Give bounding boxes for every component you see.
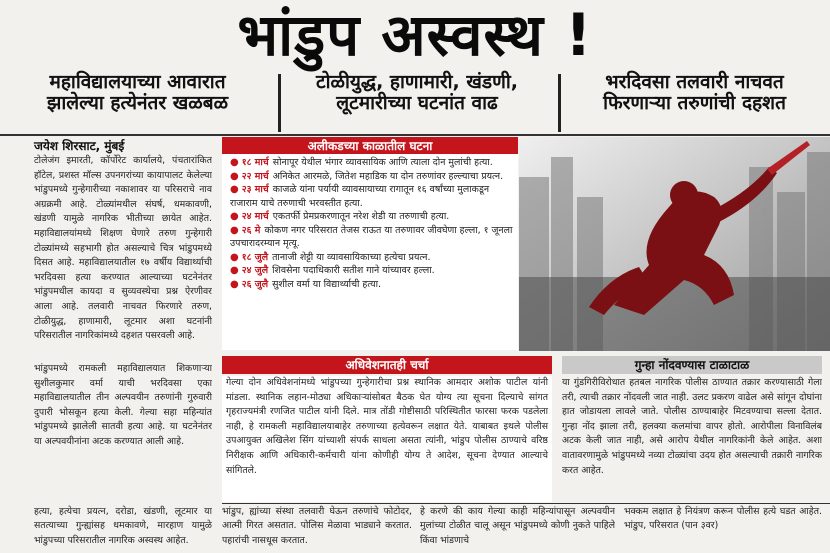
page-headline: भांडुप अस्वस्थ ! bbox=[237, 1, 593, 69]
bullet-icon: ● bbox=[230, 278, 239, 290]
timeline-date: २४ मार्च bbox=[241, 211, 269, 222]
illustration-attack bbox=[519, 137, 830, 351]
byline: जयेश शिरसाट, मुंबई bbox=[34, 139, 125, 153]
footer-col-3: हे करणे की काय गेल्या काही महिन्यांपासून अल्पवयीन मुलांच्या टोळीत चालू असून भांडुपमध्ये कोणी नुकते पाहिले किंवा भांडणाचे bbox=[420, 506, 615, 546]
timeline-item bbox=[222, 278, 518, 292]
subhead-right: भरदिवसा तलवारी नाचवत फिरणाऱ्या तरुणांची दहशत bbox=[603, 71, 786, 114]
footer-rule bbox=[222, 503, 830, 504]
subhead-center: टोळीयुद्ध, हाणामारी, खंडणी, लूटमारीच्या घटनांत वाढ bbox=[316, 71, 518, 114]
footer-col-4: भक्कम लक्षात हे नियंत्रण करून पोलीस हत्ये घडत आहेत. भांडुप, परिसरात (पान ३वर) bbox=[624, 506, 822, 532]
complaints-box-title: गुन्हा नोंदवण्यास टाळाटाळ bbox=[562, 356, 822, 374]
bullet-icon: ● bbox=[230, 251, 239, 263]
bullet-icon: ● bbox=[230, 170, 239, 182]
timeline-item bbox=[222, 251, 518, 265]
bullet-icon: ● bbox=[230, 224, 239, 236]
left-column-text-bottom bbox=[34, 362, 212, 502]
complaints-paragraph: या गुंडगिरीविरोधात हतबल नागरिक पोलीस ठाण्यात तक्रार करण्यासाठी गेला तरी, त्याची तक्रार नोंदवली जात नाही. उलट प्रकरण वाढेल असे सांगून दोघांना हात जोडायला लावले जाते. पोलीस ठाण्याबाहेर मिटवण्याचा सल्ला देतात. गुन्हा नोंद झाला तरी, हलक्या कलमांचा वापर होतो. आरोपीला विनाविलंब अटक केली जात नाही, असे आरोप येथील नागरिकांनी केले आहेत. अशा वातावरणामुळे भांडुपमध्ये नव्या टोळ्यांचा उदय होत असल्याची तक्रारी नागरिक करत आहेत. bbox=[562, 377, 822, 476]
article-paragraph: टोलेजंग इमारती, कॉर्पोरेट कार्यालये, पंचतारांकित हॉटेल, प्रशस्त मॉल्स उपनगरांच्या कायापालट केलेल्या भांडुपमध्ये गुन्हेगारीच्या नकाशावर या परिसराचे नाव अग्रक्रमी आहे. टोळ्यांमधील संघर्ष, धमकावणी, खंडणी यामुळे नागरिक भीतीच्या छायेत आहेत. महाविद्यालयांमध्ये शिक्षण घेणारे तरुण गुन्हेगारी टोळ्यांमध्ये सहभागी होत असल्याचे चित्र भांडुपमध्ये दिसत आहे. महाविद्यालयातील १७ वर्षीय विद्यार्थ्याची भरदिवसा हत्या करण्यात आल्याच्या घटनेनंतर भांडुपमधील कायदा व सुव्यवस्थेचा प्रश्न ऐरणीवर आला आहे. तलवारी नाचवत फिरणारे तरुण, टोळीयुद्ध, हाणामारी, लूटमार अशा घटनांनी परिसरातील नागरिकांमध्ये दहशत पसरवली आहे. bbox=[34, 155, 212, 342]
timeline-text: सोनापूर येथील भंगार व्यावसायिक आणि त्याला दोन मुलांची हत्या. bbox=[272, 157, 493, 168]
column-divider bbox=[278, 74, 281, 132]
column-divider bbox=[558, 74, 561, 132]
timeline-text: शिवसेना पदाधिकारी सतीश गाने यांच्यावर हल्ला. bbox=[272, 265, 435, 276]
left-column-text bbox=[34, 154, 212, 359]
timeline-item bbox=[222, 264, 518, 278]
timeline-date: २६ जुलै bbox=[241, 278, 269, 290]
bullet-icon: ● bbox=[230, 265, 239, 276]
subhead-left: महाविद्यालयाच्या आवारात झालेल्या हत्येनंतर खळबळ bbox=[46, 71, 229, 114]
timeline-text: काजळे यांना पर्यायी व्यावसायाच्या रागातून १६ वर्षांच्या मुलाकडून राजाराम याचे तरुणाची भरवस्तीत हत्या. bbox=[230, 184, 490, 209]
timeline-box bbox=[222, 154, 518, 350]
bullet-icon: ● bbox=[230, 184, 239, 195]
timeline-date: २४ जुलै bbox=[241, 265, 269, 276]
timeline-text: तानाजी शेट्टी या व्यावसायिकाच्या हत्येचा प्रयत्न. bbox=[272, 251, 431, 263]
attack-illustration-svg bbox=[519, 137, 830, 351]
footer-col-1: हत्या, हत्येचा प्रयत्न, दरोडा, खंडणी, लूटमार या सतत्याच्या गुन्ह्यांसह धमकावणे, मारहाण यामुळे भांडुपच्या परिसरातील नागरिक अस्वस्थ आहेत. bbox=[34, 506, 212, 546]
timeline-item bbox=[222, 156, 518, 170]
timeline-date: २२ मार्च bbox=[241, 170, 269, 182]
timeline-item bbox=[222, 170, 518, 184]
footer-col-2: भांडुप, ह्यांच्या संस्था तलवारी घेऊन तरुणांचे फोटोदर, आत्मी गिरत असतात. पोलिस मेळावा भाड्याने करतात. पहारांची नासधूस करतात. bbox=[222, 506, 412, 546]
timeline-text: सुशील वर्मा या विद्यार्थ्याची हत्या. bbox=[272, 278, 381, 290]
timeline-item bbox=[222, 183, 518, 210]
session-box-title: अधिवेशनातही चर्चा bbox=[222, 356, 552, 374]
bullet-icon: ● bbox=[230, 157, 239, 168]
timeline-text: कोकण नगर परिसरात तेजस राऊत या तरुणावर जीवघेणा हल्ला, १ जूनला उपचारादरम्यान मृत्यू. bbox=[230, 224, 513, 249]
complaints-box-body bbox=[562, 376, 822, 502]
timeline-title: अलीकडच्या काळातील घटना bbox=[222, 137, 518, 155]
bullet-icon: ● bbox=[230, 211, 239, 222]
timeline-date: १८ जुलै bbox=[241, 251, 269, 263]
timeline-item bbox=[222, 210, 518, 224]
session-box-body bbox=[222, 376, 552, 502]
timeline-list bbox=[222, 154, 518, 291]
header-rule bbox=[0, 134, 830, 136]
timeline-text: अनिकेत आरमळे, जितेश महाडिक या दोन तरुणांवर हल्ल्याचा प्रयत्न. bbox=[272, 170, 504, 182]
timeline-item bbox=[222, 224, 518, 251]
timeline-date: २३ मार्च bbox=[241, 184, 269, 195]
article-paragraph: भांडुपमध्ये रामकली महाविद्यालयात शिकणाऱ्या सुशीलकुमार वर्मा याची भरदिवसा एका महाविद्यालयातील तीन अल्पवयीन तरुणांनी गुरुवारी दुपारी भोसकून हत्या केली. गेल्या सहा महिन्यांत भांडुपमध्ये झालेली सातवी हत्या आहे. या घटनेनंतर या अल्पवयीनांना अटक करण्यात आली आहे. bbox=[34, 363, 212, 447]
timeline-text: एकतर्फी प्रेमप्रकरणातून नरेश शेडी या तरुणाची हत्या. bbox=[272, 211, 450, 222]
session-paragraph: गेल्या दोन अधिवेशनांमध्ये भांडुपच्या गुन्हेगारीचा प्रश्न स्थानिक आमदार अशोक पाटील यांनी मांडला. स्थानिक लहान-मोठ्या अधिकाऱ्यांसोबत बैठक घेत योग्य त्या सूचना दिल्याचे सांगत गृहराज्यमंत्री रणजित पाटील यांनी दिले. मात्र तोंडी गोष्टीसाठी परिस्थितीत फारसा फरक पडलेला नाही, हे रामकली महाविद्यालयाबाहेर तरुणाच्या हत्येवरून लक्षात येते. याबाबत इथले पोलीस उपआयुक्त अखिलेश सिंग यांच्याशी संपर्क साधला असता त्यांनी, भांडुप पोलीस ठाण्याचे वरिष्ठ निरीक्षक आणि अधिकारी-कर्मचारी यांना कोणीही योग्य ते आदेश, सूचना देण्यात आल्याचे सांगितले. bbox=[226, 377, 548, 476]
timeline-date: २६ मे bbox=[241, 224, 261, 236]
timeline-date: १८ मार्च bbox=[241, 157, 269, 168]
